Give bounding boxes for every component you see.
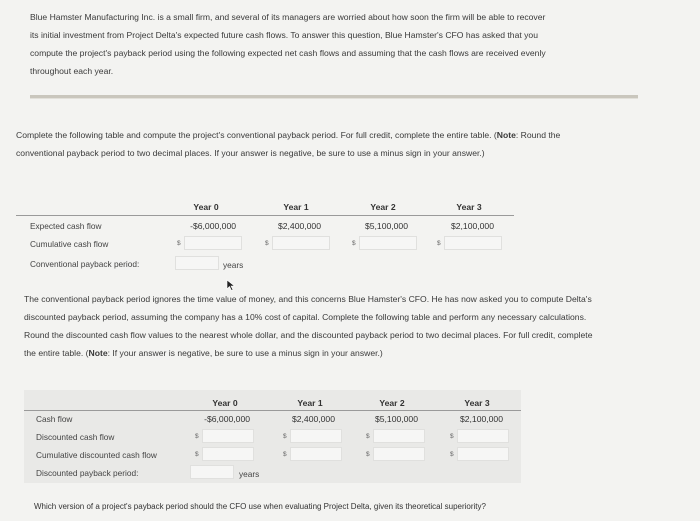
instruction2-line-2: discounted payback period, assuming the company has a 10% cost of capital. Complete the following table and perform any necessary calculations. <box>24 312 587 322</box>
table2-label-cash-flow: Cash flow <box>36 414 73 424</box>
cumulative-cash-flow-year2-input[interactable] <box>359 236 417 250</box>
table2-header-year1: Year 1 <box>297 398 323 408</box>
table1-cf-year2: $5,100,000 <box>364 221 408 231</box>
discounted-payback-period-input[interactable] <box>190 465 234 479</box>
intro-line-3: compute the project's payback period using the following expected net cash flows and assuming that the cash flows are received evenly <box>30 48 546 58</box>
discounted-cash-flow-year0-input[interactable] <box>202 429 254 443</box>
currency-symbol: $ <box>450 433 454 440</box>
table1-header-year1: Year 1 <box>283 202 309 212</box>
instruction1-line-2: conventional payback period to two decimal places. If your answer is negative, be sure to use a minus sign in your answer.) <box>16 148 485 158</box>
currency-symbol: $ <box>265 240 269 247</box>
table2-cf-year1: $2,400,000 <box>291 414 335 424</box>
currency-symbol: $ <box>283 433 287 440</box>
table2-cf-year0: -$6,000,000 <box>204 414 250 424</box>
intro-line-2: its initial investment from Project Delta's expected future cash flows. To answer this question, Blue Hamster's CFO has asked that you <box>30 30 538 40</box>
table2-label-discounted-cash-flow: Discounted cash flow <box>36 432 115 442</box>
instruction2-line-3: Round the discounted cash flow values to the nearest whole dollar, and the discounted payback period to two decimal places. For full credit, complete <box>24 330 593 340</box>
table2-header-year0: Year 0 <box>212 398 238 408</box>
table1-label-expected-cash-flow: Expected cash flow <box>30 221 102 231</box>
currency-symbol: $ <box>195 433 199 440</box>
table1-header-year0: Year 0 <box>193 202 219 212</box>
currency-symbol: $ <box>195 451 199 458</box>
table1-header-year2: Year 2 <box>370 202 396 212</box>
instruction1-text: Complete the following table and compute the project's conventional payback period. For full credit, complete the entire table. ( <box>16 130 497 140</box>
currency-symbol: $ <box>352 240 356 247</box>
table1-cf-year3: $2,100,000 <box>450 221 494 231</box>
instruction1-text-end: : Round the <box>515 130 561 140</box>
cumulative-discounted-cash-flow-year2-input[interactable] <box>373 447 425 461</box>
currency-symbol: $ <box>283 451 287 458</box>
table1-header-year3: Year 3 <box>456 202 482 212</box>
intro-line-1: Blue Hamster Manufacturing Inc. is a small firm, and several of its managers are worried about how soon the firm will be able to recover <box>30 12 546 22</box>
table2-cf-year3: $2,100,000 <box>459 414 503 424</box>
cumulative-discounted-cash-flow-year1-input[interactable] <box>290 447 342 461</box>
conventional-payback-period-input[interactable] <box>175 256 219 270</box>
currency-symbol: $ <box>366 451 370 458</box>
currency-symbol: $ <box>366 433 370 440</box>
cumulative-discounted-cash-flow-year3-input[interactable] <box>457 447 509 461</box>
table2-header-year3: Year 3 <box>464 398 490 408</box>
discounted-cash-flow-year2-input[interactable] <box>373 429 425 443</box>
cumulative-cash-flow-year0-input[interactable] <box>184 236 242 250</box>
intro-line-4: throughout each year. <box>30 66 114 76</box>
instruction2-text: the entire table. ( <box>24 348 89 358</box>
discounted-cash-flow-year3-input[interactable] <box>457 429 509 443</box>
table1-header-rule <box>16 215 514 216</box>
payback-version-question: Which version of a project's payback period should the CFO use when evaluating Project Delta, given its theoretical superiority? <box>34 502 486 511</box>
currency-symbol: $ <box>437 240 441 247</box>
cumulative-cash-flow-year1-input[interactable] <box>272 236 330 250</box>
cumulative-discounted-cash-flow-year0-input[interactable] <box>202 447 254 461</box>
table2-cf-year2: $5,100,000 <box>374 414 418 424</box>
currency-symbol: $ <box>450 451 454 458</box>
years-unit: years <box>239 469 260 479</box>
note-label: Note <box>88 348 108 358</box>
table1-cf-year0: -$6,000,000 <box>190 221 236 231</box>
table1-cf-year1: $2,400,000 <box>277 221 321 231</box>
instruction2-line-4 <box>24 344 383 362</box>
table2-header-year2: Year 2 <box>379 398 405 408</box>
table2-header-rule <box>24 410 521 411</box>
instruction1-line-1 <box>16 126 560 144</box>
years-unit: years <box>223 260 244 270</box>
section-divider <box>30 95 638 99</box>
note-label: Note <box>496 130 516 140</box>
table1-label-cumulative-cash-flow: Cumulative cash flow <box>30 239 109 249</box>
instruction2-text-end: : If your answer is negative, be sure to use a minus sign in your answer.) <box>107 348 383 358</box>
table2-label-cumulative-discounted-cash-flow: Cumulative discounted cash flow <box>36 450 157 460</box>
table1-label-payback-period: Conventional payback period: <box>30 259 140 269</box>
instruction2-line-1: The conventional payback period ignores the time value of money, and this concerns Blue Hamster's CFO. He has now asked you to compute Delta's <box>24 294 592 304</box>
discounted-cash-flow-year1-input[interactable] <box>290 429 342 443</box>
cumulative-cash-flow-year3-input[interactable] <box>444 236 502 250</box>
table2-label-discounted-payback-period: Discounted payback period: <box>36 468 139 478</box>
currency-symbol: $ <box>177 240 181 247</box>
